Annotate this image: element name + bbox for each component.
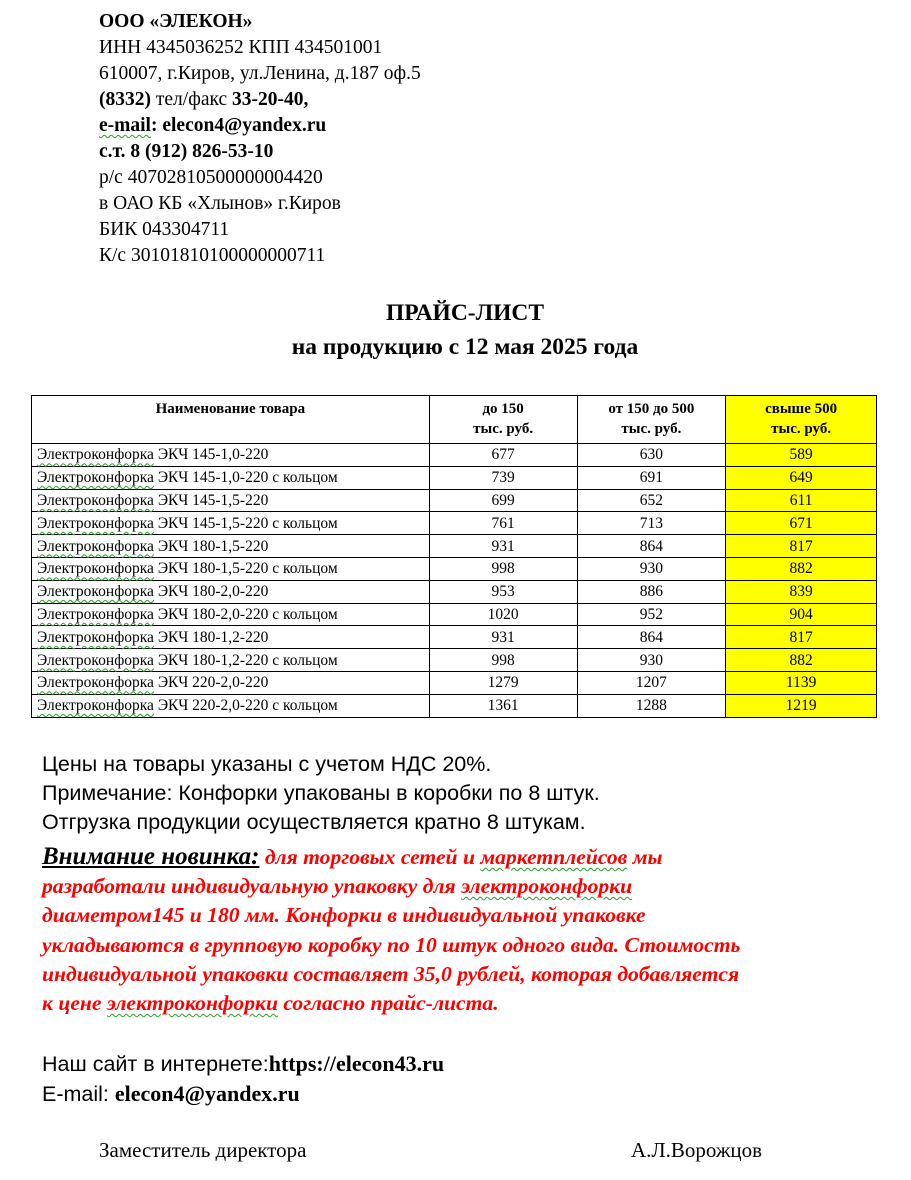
company-email-value: : elecon4@yandex.ru — [150, 115, 327, 136]
price-table — [31, 395, 877, 718]
header-price-150-500: от 150 до 500 тыс. руб. — [577, 396, 726, 444]
product-name: Электроконфорка ЭКЧ 180-1,5-220 с кольцом — [32, 557, 430, 580]
price-over-500: 671 — [726, 512, 877, 535]
price-notes — [42, 750, 600, 837]
signature-position: Заместитель директора — [99, 1138, 307, 1162]
price-up-to-150: 677 — [429, 444, 577, 467]
header-product-name: Наименование товара — [32, 396, 430, 444]
phone-number: 33-20-40, — [232, 89, 309, 110]
page-subtitle: на продукцию с 12 мая 2025 года — [291, 334, 639, 360]
price-up-to-150: 931 — [429, 626, 577, 649]
packing-note: Примечание: Конфорки упакованы в коробки по 8 штук. — [42, 781, 600, 805]
price-up-to-150: 1279 — [429, 671, 577, 694]
announcement-line-6: к цене электроконфорки согласно прайс-листа. — [42, 991, 499, 1016]
price-over-500: 611 — [726, 489, 877, 512]
table-row — [32, 444, 877, 467]
price-up-to-150: 931 — [429, 535, 577, 558]
company-corr-account: К/с 30101810100000000711 — [99, 245, 326, 266]
email-line — [42, 1079, 444, 1109]
website-link[interactable]: https://elecon43.ru — [268, 1051, 445, 1076]
price-over-500: 1139 — [726, 671, 877, 694]
price-up-to-150: 998 — [429, 649, 577, 672]
price-up-to-150: 998 — [429, 557, 577, 580]
phone-code: (8332) — [99, 89, 151, 110]
phone-label: тел/факс — [155, 89, 228, 110]
email-link[interactable]: elecon4@yandex.ru — [114, 1081, 300, 1106]
price-up-to-150: 953 — [429, 580, 577, 603]
table-row — [32, 626, 877, 649]
announcement-line-2: разработали индивидуальную упаковку для электроконфорки — [42, 874, 633, 899]
price-over-500: 839 — [726, 580, 877, 603]
website-label: Наш сайт в интернете: — [42, 1052, 269, 1076]
company-bik: БИК 043304711 — [99, 219, 230, 240]
announcement-line-5: индивидуальной упаковки составляет 35,0 рублей, которая добавляется — [42, 961, 740, 986]
price-table-header-row — [32, 396, 877, 444]
price-150-500: 652 — [577, 489, 726, 512]
price-over-500: 589 — [726, 444, 877, 467]
vat-note: Цены на товары указаны с учетом НДС 20%. — [42, 752, 492, 776]
price-up-to-150: 1361 — [429, 694, 577, 717]
product-name: Электроконфорка ЭКЧ 145-1,5-220 с кольцом — [32, 512, 430, 535]
header-price-over-500: свыше 500 тыс. руб. — [726, 396, 877, 444]
product-name: Электроконфорка ЭКЧ 145-1,0-220 — [32, 444, 430, 467]
price-150-500: 930 — [577, 557, 726, 580]
company-email — [99, 113, 421, 139]
company-inn-kpp: ИНН 4345036252 КПП 434501001 — [99, 37, 383, 58]
page-title: ПРАЙС-ЛИСТ — [385, 300, 545, 326]
price-up-to-150: 761 — [429, 512, 577, 535]
price-up-to-150: 699 — [429, 489, 577, 512]
price-150-500: 1207 — [577, 671, 726, 694]
product-name: Электроконфорка ЭКЧ 180-1,5-220 — [32, 535, 430, 558]
table-row — [32, 694, 877, 717]
product-name: Электроконфорка ЭКЧ 180-1,2-220 — [32, 626, 430, 649]
table-row — [32, 671, 877, 694]
table-row — [32, 649, 877, 672]
price-over-500: 882 — [726, 557, 877, 580]
price-150-500: 864 — [577, 535, 726, 558]
shipping-note: Отгрузка продукции осуществляется кратно 8 штукам. — [42, 810, 586, 834]
product-name: Электроконфорка ЭКЧ 145-1,0-220 с кольцом — [32, 466, 430, 489]
product-name: Электроконфорка ЭКЧ 220-2,0-220 — [32, 671, 430, 694]
product-name: Электроконфорка ЭКЧ 180-1,2-220 с кольцом — [32, 649, 430, 672]
price-over-500: 882 — [726, 649, 877, 672]
table-row — [32, 557, 877, 580]
email-label: E-mail: — [42, 1082, 115, 1106]
announcement-line-1: Внимание новинка: для торговых сетей и маркетплейсов мы — [42, 843, 663, 870]
price-over-500: 1219 — [726, 694, 877, 717]
contacts — [42, 1049, 444, 1109]
company-email-label: e-mail — [99, 115, 151, 136]
price-over-500: 649 — [726, 466, 877, 489]
product-name: Электроконфорка ЭКЧ 145-1,5-220 — [32, 489, 430, 512]
table-row — [32, 603, 877, 626]
header-price-up-to-150: до 150 тыс. руб. — [429, 396, 577, 444]
price-over-500: 817 — [726, 626, 877, 649]
announcement-line-4: укладываются в групповую коробку по 10 штук одного вида. Стоимость — [42, 932, 741, 957]
announcement-lead: Внимание новинка: — [42, 843, 260, 870]
product-name: Электроконфорка ЭКЧ 220-2,0-220 с кольцом — [32, 694, 430, 717]
company-details — [99, 9, 421, 269]
price-up-to-150: 739 — [429, 466, 577, 489]
price-150-500: 713 — [577, 512, 726, 535]
product-name: Электроконфорка ЭКЧ 180-2,0-220 — [32, 580, 430, 603]
company-bank: в ОАО КБ «Хлынов» г.Киров — [99, 193, 341, 214]
price-150-500: 864 — [577, 626, 726, 649]
company-account: р/с 40702810500000004420 — [99, 167, 323, 188]
website-line — [42, 1049, 444, 1079]
table-row — [32, 580, 877, 603]
price-150-500: 1288 — [577, 694, 726, 717]
product-name: Электроконфорка ЭКЧ 180-2,0-220 с кольцом — [32, 603, 430, 626]
company-address: 610007, г.Киров, ул.Ленина, д.187 оф.5 — [99, 63, 421, 84]
price-over-500: 904 — [726, 603, 877, 626]
table-row — [32, 466, 877, 489]
signature-person: А.Л.Ворожцов — [631, 1138, 763, 1162]
price-150-500: 930 — [577, 649, 726, 672]
price-up-to-150: 1020 — [429, 603, 577, 626]
table-row — [32, 512, 877, 535]
table-row — [32, 489, 877, 512]
company-mobile: с.т. 8 (912) 826-53-10 — [99, 141, 274, 162]
price-150-500: 952 — [577, 603, 726, 626]
price-over-500: 817 — [726, 535, 877, 558]
company-name: ООО «ЭЛЕКОН» — [99, 11, 253, 32]
price-150-500: 886 — [577, 580, 726, 603]
price-150-500: 691 — [577, 466, 726, 489]
table-row — [32, 535, 877, 558]
company-phone — [99, 87, 421, 113]
announcement-line-3: диаметром145 и 180 мм. Конфорки в индивидуальной упаковке — [42, 903, 646, 928]
new-product-announcement — [42, 842, 892, 1018]
price-150-500: 630 — [577, 444, 726, 467]
